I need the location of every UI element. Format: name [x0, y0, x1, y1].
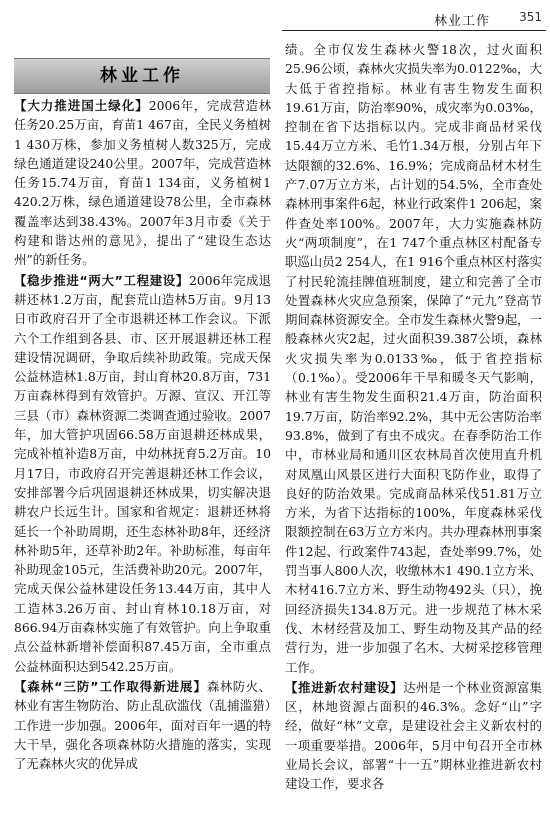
running-header-title: 林业工作	[433, 14, 490, 29]
paragraph-heading: 【大力推进国土绿化】	[14, 98, 149, 113]
paragraph	[14, 96, 271, 270]
paragraph-heading: 【森林“三防”工作取得新进展】	[14, 678, 207, 694]
page-number: 351	[519, 10, 542, 24]
right-column	[285, 40, 542, 795]
section-banner	[14, 58, 270, 94]
paragraph-text: 2006年，完成营造林任务20.25万亩，育苗1 467亩，全民义务植树1 430万株，参加义务植树人数325万，完成绿色通道建设240公里。2007年，完成营造林任务15.74万亩，育苗1 134亩，义务植树1 420.2万株，绿色通道建设78公里，全市森林覆盖率达到38.43%。2007年3月市委《关于构建和谐达州的意见》，提出了“建设生态达州”的新任务。	[14, 98, 271, 268]
section-title: 林业工作	[100, 66, 184, 86]
running-header	[0, 4, 550, 28]
paragraph	[14, 271, 271, 676]
paragraph-heading: 【稳步推进“两大”工程建设】	[14, 272, 190, 288]
paragraph	[285, 40, 542, 677]
paragraph-text: 绩。全市仅发生森林火警18次，过火面积25.96公顷，森林火灾损失率为0.0122‰，大大低于省控指标。林业有害生物发生面积19.61万亩，防治率90%，成灾率为0.03‰，控制在省下达指标以内。完成非商品材采伐15.44万立方米、毛竹1.34万根，分别占年下达限额的32.6%、16.9%；完成商品材木材生产7.07万立方米，占计划的54.5%，全市查处森林刑事案件6起，林业行政案件1 206起，案件查处率100%。2007年，大力实施森林防火“两项制度”，在1 747个重点林区村配备专职巡山员2 254人，在1 916个重点林区村落实了村民轮流挂牌值班制度，建立和完善了全市处置森林火灾应急预案，保障了“元九”登高节期间森林资源安全。全市发生森林火警9起，一般森林火灾2起，过火面积39.387公顷，森林火灾损失率为0.0133‰，低于省控指标（0.1‰）。受2006年干旱和暖冬天气影响，林业有害生物发生面积21.4万亩，防治面积19.7万亩，防治率92.2%，其中无公害防治率93.8%，做到了有虫不成灾。在春季防治工作中，市林业局和通川区农林局首次使用直升机对凤凰山风景区进行大面积飞防作业，取得了良好的防治效果。完成商品林采伐51.81万立方米，为省下达指标的100%，年度森林采伐限额控制在63万立方米内。共办理森林刑事案件12起、行政案件743起，查处率99.7%，处罚当事人800人次，收缴林木1 490.1立方米、木材416.7立方米、野生动物492头（只），挽回经济损失134.8万元。进一步规范了林木采伐、木材经营及加工、野生动物及其产品的经营行为，进一步加强了名木、大树采挖移管理工作。	[285, 42, 542, 675]
paragraph	[285, 678, 542, 794]
paragraph	[14, 677, 271, 773]
paragraph-heading: 【推进新农村建设】	[285, 679, 404, 695]
header-rule	[282, 30, 546, 31]
paragraph-text: 2006年完成退耕还林1.2万亩，配套荒山造林5万亩。9月13日市政府召开了全市退耕还林工作会议。下派六个工作组到各县、市、区开展退耕还林工程建设情况调研，争取后续补助政策。完成天保公益林造林1.8万亩，封山育林20.8万亩，731万亩森林得到有效管护。万源、宣汉、开江等三县（市）森林资源二类调查通过验收。2007年，加大管护巩固66.58万亩退耕还林成果，完成补植补造8万亩，中幼林抚育5.2万亩。10月17日，市政府召开完善退耕还林工作会议，安排部署今后巩固退耕还林成果，切实解决退耕农户长远生计。国家和省规定：退耕还林将延长一个补助周期，还生态林补助8年，还经济林补助5年，还草补助2年。补助标准，每亩年补助现金105元，生活费补助20元。2007年，完成天保公益林建设任务13.44万亩，其中人工造林3.26万亩、封山育林10.18万亩，对866.94万亩森林实施了有效管护。向上争取重点公益林新增补偿面积87.45万亩，全市重点公益林面积达到542.25万亩。	[14, 272, 271, 674]
paragraph-text: 达州是一个林业资源富集区，林地资源占面积的46.3%。念好“山”字经，做好“林”文章，是建设社会主义新农村的一项重要举措。2006年，5月中旬召开全市林业局长会议，部署“十一五”期林业推进新农村建设工作，要求各	[285, 679, 543, 792]
paragraph-text: 森林防火、林业有害生物防治、防止乱砍滥伐（乱捕滥猎）工作进一步加强。2006年，面对百年一遇的特大干旱，强化各项森林防火措施的落实，实现了无森林火灾的优异成	[14, 678, 272, 772]
left-column	[14, 96, 271, 774]
